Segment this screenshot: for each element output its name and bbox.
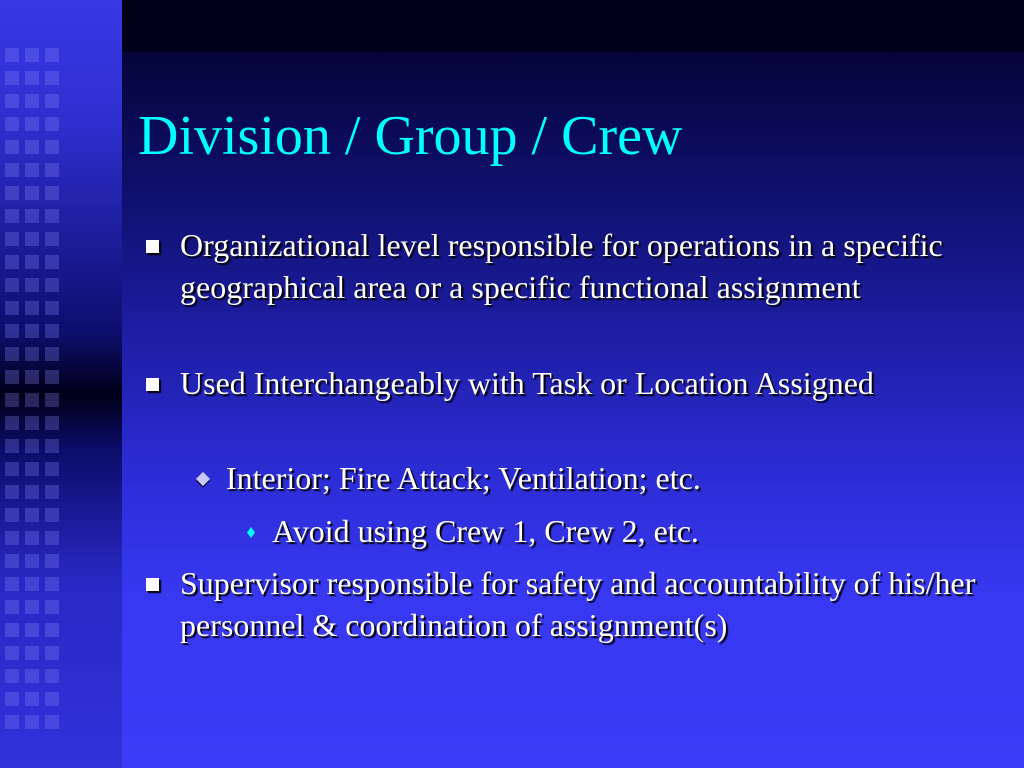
decorative-square	[5, 393, 19, 407]
decorative-square	[5, 623, 19, 637]
decorative-square	[5, 301, 19, 315]
bullet-item	[272, 510, 922, 552]
decorative-square	[5, 117, 19, 131]
decorative-square	[25, 186, 39, 200]
decorative-square	[5, 347, 19, 361]
decorative-square	[25, 439, 39, 453]
decorative-square	[5, 232, 19, 246]
decorative-square	[5, 48, 19, 62]
decorative-square	[45, 462, 59, 476]
decorative-square	[25, 163, 39, 177]
decorative-square	[45, 255, 59, 269]
decorative-square	[45, 71, 59, 85]
top-decorative-band	[122, 0, 1024, 52]
decorative-square	[5, 163, 19, 177]
decorative-square	[45, 577, 59, 591]
bullet-item	[180, 362, 940, 404]
decorative-square	[25, 485, 39, 499]
decorative-square	[25, 531, 39, 545]
decorative-square	[45, 232, 59, 246]
decorative-square	[5, 255, 19, 269]
decorative-square	[25, 393, 39, 407]
decorative-square	[45, 163, 59, 177]
decorative-square	[45, 370, 59, 384]
decorative-square	[25, 278, 39, 292]
decorative-square	[45, 416, 59, 430]
decorative-square	[5, 531, 19, 545]
decorative-square	[5, 439, 19, 453]
decorative-square	[5, 692, 19, 706]
decorative-square	[45, 508, 59, 522]
decorative-square	[25, 669, 39, 683]
decorative-square-grid	[5, 48, 67, 738]
decorative-square	[45, 209, 59, 223]
square-bullet-icon	[146, 578, 159, 591]
decorative-square	[5, 669, 19, 683]
decorative-square	[5, 370, 19, 384]
decorative-square	[5, 646, 19, 660]
decorative-square	[5, 462, 19, 476]
decorative-square	[45, 324, 59, 338]
decorative-square	[25, 462, 39, 476]
decorative-square	[25, 94, 39, 108]
bullet-item	[180, 562, 1000, 646]
decorative-square	[45, 186, 59, 200]
decorative-square	[25, 554, 39, 568]
decorative-square	[25, 209, 39, 223]
decorative-square	[5, 278, 19, 292]
left-decorative-strip	[0, 0, 122, 768]
decorative-square	[45, 485, 59, 499]
decorative-square	[25, 71, 39, 85]
decorative-square	[25, 232, 39, 246]
bullet-text: Used Interchangeably with Task or Location Assigned	[180, 365, 874, 401]
decorative-square	[45, 48, 59, 62]
decorative-square	[45, 646, 59, 660]
decorative-square	[5, 554, 19, 568]
decorative-square	[5, 416, 19, 430]
decorative-square	[45, 600, 59, 614]
decorative-square	[5, 715, 19, 729]
decorative-square	[25, 508, 39, 522]
small-diamond-bullet-icon	[247, 527, 255, 538]
decorative-square	[45, 140, 59, 154]
decorative-square	[25, 416, 39, 430]
decorative-square	[45, 94, 59, 108]
decorative-square	[5, 94, 19, 108]
decorative-square	[5, 324, 19, 338]
decorative-square	[5, 140, 19, 154]
decorative-square	[25, 48, 39, 62]
decorative-square	[25, 715, 39, 729]
decorative-square	[25, 301, 39, 315]
decorative-square	[5, 600, 19, 614]
decorative-square	[25, 646, 39, 660]
square-bullet-icon	[146, 240, 159, 253]
decorative-square	[25, 577, 39, 591]
decorative-square	[45, 554, 59, 568]
decorative-square	[45, 278, 59, 292]
bullet-text: Interior; Fire Attack; Ventilation; etc.	[226, 460, 701, 496]
slide-title: Division / Group / Crew	[138, 105, 683, 167]
decorative-square	[25, 117, 39, 131]
decorative-square	[45, 715, 59, 729]
decorative-square	[25, 140, 39, 154]
diamond-bullet-icon	[196, 472, 210, 486]
decorative-square	[45, 347, 59, 361]
decorative-square	[45, 692, 59, 706]
decorative-square	[45, 439, 59, 453]
decorative-square	[25, 347, 39, 361]
decorative-square	[25, 692, 39, 706]
bullet-text: Avoid using Crew 1, Crew 2, etc.	[272, 513, 699, 549]
bullet-item	[226, 457, 926, 499]
decorative-square	[45, 669, 59, 683]
decorative-square	[45, 623, 59, 637]
decorative-square	[25, 600, 39, 614]
decorative-square	[25, 255, 39, 269]
decorative-square	[5, 186, 19, 200]
decorative-square	[5, 209, 19, 223]
bullet-text: Organizational level responsible for operations in a specific geographical area or a specific functional assignment	[180, 227, 943, 305]
decorative-square	[5, 577, 19, 591]
decorative-square	[45, 117, 59, 131]
decorative-square	[45, 531, 59, 545]
decorative-square	[25, 370, 39, 384]
decorative-square	[45, 393, 59, 407]
bullet-text: Supervisor responsible for safety and accountability of his/her personnel & coordination of assignment(s)	[180, 565, 976, 643]
square-bullet-icon	[146, 378, 159, 391]
decorative-square	[5, 508, 19, 522]
decorative-square	[25, 623, 39, 637]
decorative-square	[5, 485, 19, 499]
decorative-square	[5, 71, 19, 85]
bullet-item	[180, 224, 990, 308]
decorative-square	[25, 324, 39, 338]
decorative-square	[45, 301, 59, 315]
